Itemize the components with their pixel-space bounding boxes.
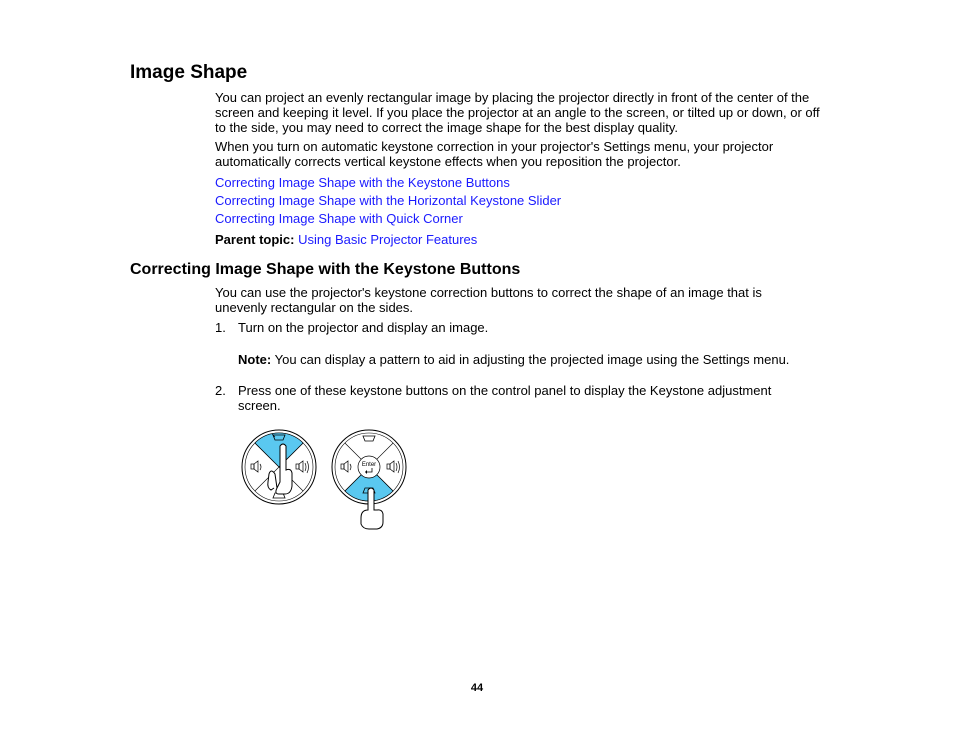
step-1-text: Turn on the projector and display an image. bbox=[238, 320, 489, 335]
parent-topic-link[interactable]: Using Basic Projector Features bbox=[298, 232, 478, 247]
parent-topic bbox=[215, 232, 477, 247]
step-2-number: 2. bbox=[215, 383, 226, 398]
link-keystone-buttons[interactable]: Correcting Image Shape with the Keystone Buttons bbox=[215, 175, 510, 190]
note-text: You can display a pattern to aid in adjusting the projected image using the Settings menu. bbox=[274, 352, 790, 367]
control-pad-left bbox=[242, 430, 316, 504]
step-1-number: 1. bbox=[215, 320, 226, 335]
link-quick-corner[interactable]: Correcting Image Shape with Quick Corner bbox=[215, 211, 463, 226]
keystone-buttons-illustration bbox=[236, 424, 416, 532]
link-horizontal-keystone-slider[interactable]: Correcting Image Shape with the Horizontal Keystone Slider bbox=[215, 193, 562, 208]
section-heading: Correcting Image Shape with the Keystone Buttons bbox=[130, 261, 521, 278]
note bbox=[238, 352, 818, 367]
note-label: Note: bbox=[238, 352, 272, 367]
page-number: 44 bbox=[470, 682, 484, 694]
auto-keystone-paragraph: When you turn on automatic keystone correction in your projector's Settings menu, your projector automatically corrects vertical keystone effects when you reposition the projector. bbox=[215, 139, 774, 169]
control-pad-right bbox=[332, 430, 406, 529]
parent-topic-label: Parent topic: bbox=[215, 232, 295, 247]
step-2-text: Press one of these keystone buttons on the control panel to display the Keystone adjustment screen. bbox=[238, 383, 772, 413]
page-title: Image Shape bbox=[130, 62, 248, 83]
intro-paragraph: You can project an evenly rectangular image by placing the projector directly in front of the center of the screen and keeping it level. If you place the projector at an angle to the screen, or tilted up or down, or off to the side, you may need to correct the image shape for the best display quality. bbox=[215, 90, 820, 135]
keystone-intro-paragraph: You can use the projector's keystone correction buttons to correct the shape of an image that is unevenly rectangular on the sides. bbox=[215, 285, 762, 315]
enter-label: Enter bbox=[361, 462, 377, 468]
